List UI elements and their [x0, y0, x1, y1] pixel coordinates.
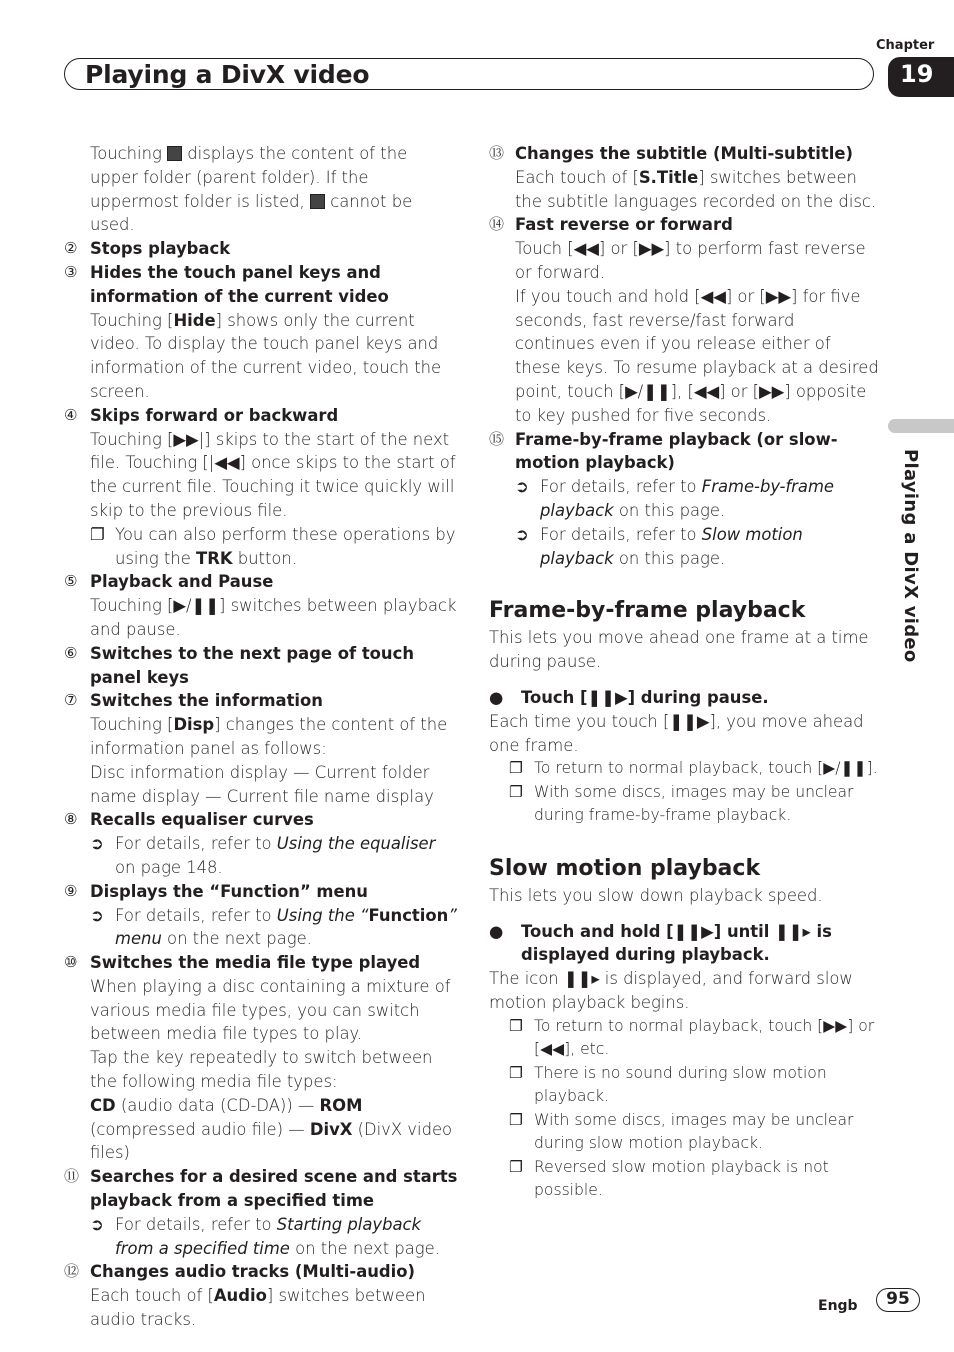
item-body: [515, 213, 879, 427]
text-run: Each touch of [: [90, 1286, 214, 1306]
text-run: on the next page.: [161, 929, 312, 949]
item-heading: Switches the media file type played: [90, 953, 421, 973]
text-run: on page 148.: [115, 857, 223, 877]
cross-reference: Starting playback from a specified time: [115, 1214, 422, 1258]
item-number: ⑭: [489, 215, 505, 234]
note-text: There is no sound during slow motion playback.: [534, 1063, 827, 1106]
text-run: button.: [232, 548, 298, 568]
instruction-step: [489, 686, 879, 710]
item-number: ⑪: [64, 1167, 80, 1186]
section-note: [489, 781, 879, 828]
item-body: [90, 951, 459, 1165]
list-item: [64, 404, 459, 571]
right-column: [489, 142, 879, 1203]
item-number: ⑬: [489, 144, 505, 162]
text-run: You can also perform these operations by using the: [115, 524, 456, 568]
item-number: ⑫: [64, 1262, 80, 1281]
checkbox-icon: ❐: [509, 1063, 523, 1082]
list-item: [64, 951, 459, 1165]
list-item: [64, 642, 459, 690]
arrow-icon: ➲: [90, 905, 104, 925]
text-run: (compressed audio file) —: [90, 1119, 310, 1139]
text-run: Touching [▶/❚❚] switches between playback and pause.: [90, 596, 457, 639]
item-heading: Recalls equaliser curves: [90, 810, 314, 830]
text-run: Touching: [90, 144, 168, 163]
arrow-icon: ➲: [515, 524, 529, 544]
item-description: [90, 428, 459, 523]
list-item: [64, 880, 459, 951]
title-bar: [64, 58, 874, 90]
item-heading: Searches for a desired scene and starts playback from a specified time: [90, 1167, 458, 1211]
section-heading: Slow motion playback: [489, 855, 761, 881]
item-number: ⑤: [64, 572, 78, 591]
section-heading: Frame-by-frame playback: [489, 598, 806, 624]
text-run: cannot be used.: [90, 191, 413, 235]
item-heading: Hides the touch panel keys and information of the current video: [90, 262, 389, 306]
list-item: [64, 570, 459, 641]
arrow-icon: ➲: [90, 1214, 104, 1234]
item-body: [90, 689, 459, 808]
text-run: ] switches between audio tracks.: [90, 1286, 426, 1330]
text-run: For details, refer to: [540, 477, 702, 497]
text-run: Touching [: [90, 310, 174, 330]
item-description: [90, 975, 459, 1046]
checkbox-icon: ❐: [509, 1157, 523, 1176]
text-run: For details, refer to: [115, 905, 277, 925]
item-description: [515, 285, 879, 428]
item-body: [90, 404, 459, 571]
item-heading: Changes audio tracks (Multi-audio): [90, 1262, 416, 1282]
text-run: (audio data (CD-DA)) —: [115, 1095, 320, 1115]
text-run: If you touch and hold [◀◀] or [▶▶] for five seconds, fast reverse/fast forward continues even if you release either of these keys. To resume playback at a desired point, touch [▶/❚❚], [◀◀] or [▶▶] opposite to key pushed for five seconds.: [515, 286, 879, 425]
bold-term: CD: [90, 1095, 116, 1115]
note-text: [115, 832, 459, 880]
item-heading: Switches to the next page of touch panel keys: [90, 643, 414, 687]
section-note: [489, 1109, 879, 1156]
item-number: ②: [64, 239, 78, 258]
item-body: [90, 880, 459, 951]
checkbox-icon: ❐: [90, 524, 105, 544]
item-heading: Fast reverse or forward: [515, 215, 733, 235]
item-number: ⑦: [64, 691, 78, 710]
bold-term: TRK: [196, 548, 233, 568]
text-run: on this page.: [613, 548, 726, 568]
note-text: Reversed slow motion playback is not possible.: [534, 1157, 829, 1200]
text-run: For details, refer to: [115, 834, 277, 854]
note-text: To return to normal playback, touch [▶▶] or [◀◀], etc.: [534, 1016, 875, 1059]
bold-term: DivX: [309, 1119, 353, 1139]
step-description: Each time you touch [❚❚▶], you move ahead one frame.: [489, 711, 864, 755]
text-run: (DivX video files): [90, 1119, 453, 1163]
item-note: [515, 523, 879, 571]
list-item: [64, 689, 459, 808]
step-text: Touch [❚❚▶] during pause.: [521, 687, 769, 707]
bullet-icon: ●: [489, 687, 504, 707]
intro-paragraph: [64, 142, 459, 237]
text-run: displays the content of the upper folder (parent folder). If the uppermost folder is listed,: [90, 144, 408, 211]
side-tab-marker: [888, 419, 954, 433]
item-description: [515, 166, 879, 214]
item-description: [515, 237, 879, 285]
text-run: When playing a disc containing a mixture of various media file types, you can switch between media file types to play.: [90, 976, 451, 1044]
text-run: ] switches between the subtitle languages recorded on the disc.: [515, 167, 877, 211]
list-item: [64, 261, 459, 404]
item-heading: Changes the subtitle (Multi-subtitle): [515, 144, 853, 163]
item-description: [90, 309, 459, 404]
item-heading: Stops playback: [90, 239, 231, 259]
item-description: [90, 713, 459, 761]
cross-reference: ” menu: [115, 905, 457, 949]
item-number: ④: [64, 405, 78, 424]
item-note: [90, 832, 459, 880]
item-description: [90, 1284, 459, 1332]
cross-reference: Using the “: [276, 905, 369, 925]
bold-term: Disp: [173, 715, 215, 735]
arrow-icon: ➲: [90, 834, 104, 854]
cross-reference: Slow motion playback: [540, 524, 803, 568]
section-note: [489, 1015, 879, 1062]
text-run: For details, refer to: [115, 1214, 277, 1234]
list-item: [64, 808, 459, 879]
item-description: [90, 1046, 459, 1094]
text-run: For details, refer to: [540, 524, 702, 544]
cross-reference: Using the equaliser: [276, 834, 436, 854]
text-run: Touch [◀◀] or [▶▶] to perform fast reverse or forward.: [515, 239, 866, 282]
text-run: on the next page.: [289, 1238, 440, 1258]
note-text: [540, 523, 879, 571]
section-intro: This lets you move ahead one frame at a time during pause.: [489, 628, 869, 672]
item-note: [90, 1213, 459, 1261]
page-number: 95: [876, 1288, 920, 1312]
bold-term: ROM: [319, 1095, 363, 1115]
page-title: Playing a DivX video: [85, 60, 370, 89]
note-text: To return to normal playback, touch [▶/❚❚].: [534, 759, 878, 778]
note-text: With some discs, images may be unclear during slow motion playback.: [534, 1110, 854, 1153]
item-description: [90, 761, 459, 809]
list-item: [64, 1260, 459, 1331]
item-heading: Displays the “Function” menu: [90, 881, 368, 901]
note-text: [115, 1213, 459, 1261]
item-number: ⑧: [64, 810, 78, 829]
bullet-icon: ●: [489, 921, 504, 941]
section-note: [489, 1062, 879, 1109]
list-item: [489, 213, 879, 427]
text-run: Touching [: [90, 715, 174, 735]
folder-up-icon: [167, 146, 182, 161]
item-number: ⑮: [489, 429, 505, 448]
item-heading: Frame-by-frame playback (or slow-motion playback): [515, 429, 838, 473]
item-number: ⑩: [64, 953, 78, 972]
section-intro: This lets you slow down playback speed.: [489, 885, 823, 905]
note-text: [115, 904, 459, 952]
item-body: [90, 570, 459, 641]
bold-term: Function: [368, 905, 449, 925]
step-text: Touch and hold [❚❚▶] until ❚❚▸ is displayed during playback.: [521, 921, 832, 965]
bold-term: S.Title: [638, 167, 699, 187]
section-note: [489, 1156, 879, 1203]
item-note: [90, 523, 459, 571]
item-number: ⑨: [64, 881, 78, 900]
item-note: [90, 904, 459, 952]
text-run: ] changes the content of the information panel as follows:: [90, 715, 448, 758]
item-body: [515, 428, 879, 571]
list-item: [64, 237, 459, 261]
checkbox-icon: ❐: [509, 759, 523, 778]
arrow-icon: ➲: [515, 477, 529, 497]
item-body: [90, 1260, 459, 1331]
item-body: [90, 808, 459, 879]
note-text: With some discs, images may be unclear during frame-by-frame playback.: [534, 782, 854, 825]
left-column: [64, 142, 459, 1332]
footer-language: Engb: [818, 1298, 858, 1314]
item-body: [90, 642, 459, 690]
item-body: [515, 142, 879, 213]
item-body: [90, 261, 459, 404]
item-heading: Playback and Pause: [90, 572, 274, 592]
item-description: [90, 1094, 459, 1165]
item-body: [90, 237, 459, 261]
checkbox-icon: ❐: [509, 1110, 523, 1129]
side-tab-label: Playing a DivX video: [900, 449, 921, 663]
item-description: [90, 594, 459, 642]
checkbox-icon: ❐: [509, 782, 523, 801]
item-note: [515, 475, 879, 523]
item-body: [90, 1165, 459, 1260]
chapter-number: 19: [888, 57, 954, 97]
text-run: Touching [▶▶|] skips to the start of the next file. Touching [|◀◀] once skips to the start of the current file. Touching it twice quickly will skip to the previous file.: [90, 429, 456, 520]
bold-term: Audio: [213, 1286, 267, 1306]
item-heading: Skips forward or backward: [90, 405, 339, 425]
step-description: The icon ❚❚▸ is displayed, and forward slow motion playback begins.: [489, 969, 853, 1013]
chapter-label: Chapter: [876, 38, 935, 53]
folder-up-icon: [310, 194, 325, 209]
text-run: Disc information display — Current folder name display — Current file name display: [90, 762, 434, 806]
item-number: ⑥: [64, 643, 78, 662]
list-item: [64, 1165, 459, 1260]
text-run: ] shows only the current video. To display the touch panel keys and information of the current video, touch the screen.: [90, 310, 442, 401]
cross-reference: Frame-by-frame playback: [540, 477, 834, 520]
list-item: [489, 142, 879, 213]
instruction-step: [489, 920, 879, 968]
note-text: [115, 523, 459, 571]
section-note: [489, 757, 879, 781]
note-text: [540, 475, 879, 523]
text-run: Tap the key repeatedly to switch between the following media file types:: [90, 1048, 433, 1092]
checkbox-icon: ❐: [509, 1016, 523, 1035]
text-run: on this page.: [613, 500, 726, 520]
item-heading: Switches the information: [90, 691, 323, 711]
item-number: ③: [64, 262, 78, 281]
text-run: Each touch of [: [515, 167, 639, 187]
list-item: [489, 428, 879, 571]
bold-term: Hide: [173, 310, 216, 330]
